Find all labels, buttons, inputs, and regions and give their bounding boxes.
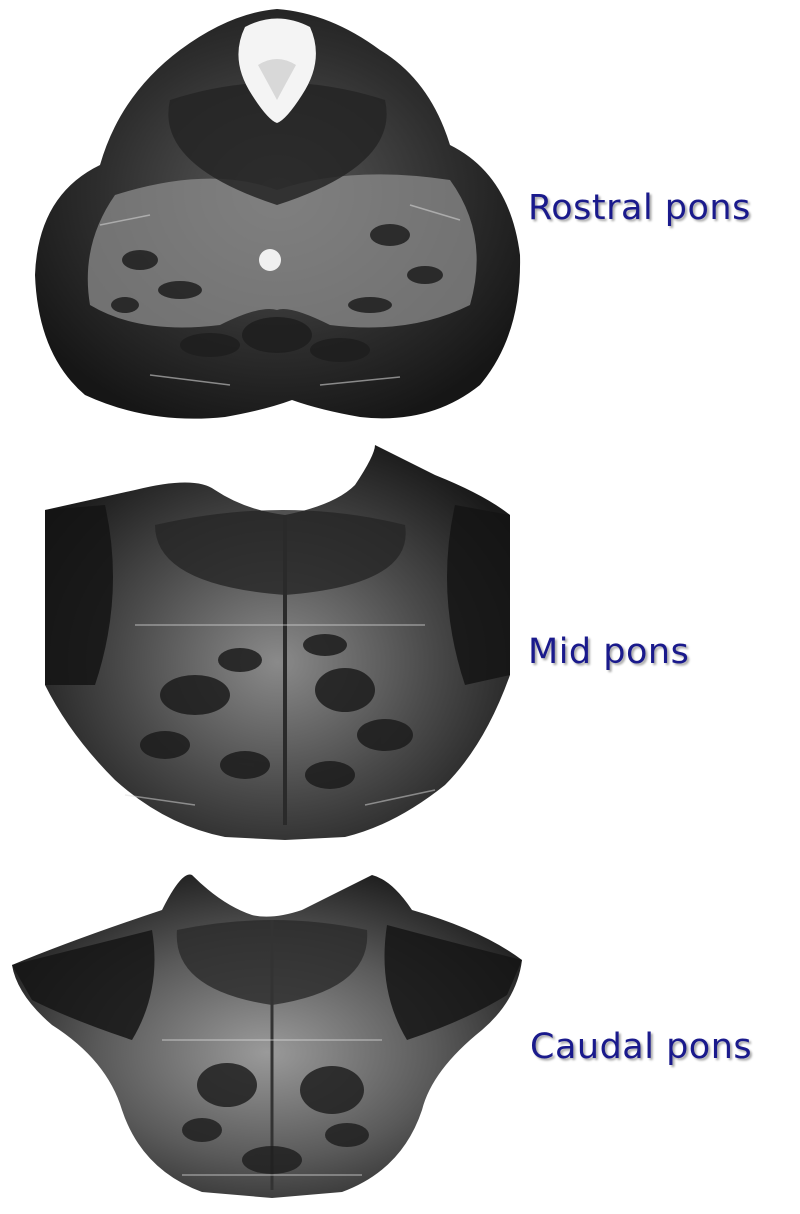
- rostral-pons-section: [30, 5, 525, 430]
- mid-pons-section: [45, 445, 510, 845]
- caudal-pons-label: Caudal pons: [530, 1027, 753, 1067]
- caudal-pons-image: [12, 870, 524, 1202]
- caudal-pons-section: [12, 870, 524, 1202]
- mid-pons-image: [45, 445, 510, 845]
- rostral-pons-label: Rostral pons: [528, 188, 751, 228]
- mid-pons-label: Mid pons: [528, 632, 690, 672]
- rostral-pons-image: [30, 5, 525, 430]
